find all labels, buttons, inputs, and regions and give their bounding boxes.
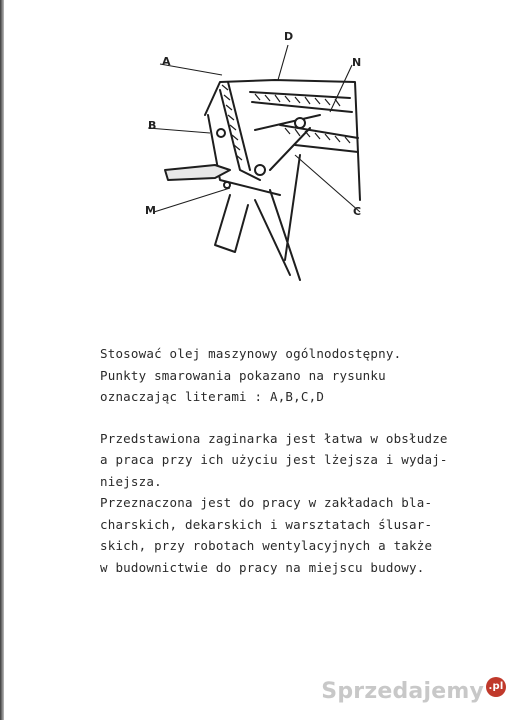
text-line: charskich, dekarskich i warsztatach ślusar-: [100, 516, 433, 532]
watermark-logo: [321, 679, 506, 704]
callout-d: D: [284, 30, 294, 43]
paragraph-description: [100, 428, 500, 579]
text-line: a praca przy ich użyciu jest lżejsza i wydaj-: [100, 452, 448, 467]
text-line: oznaczając literami : A,B,C,D: [100, 389, 325, 404]
text-line: Przedstawiona zaginarka jest łatwa w obsłudze: [100, 430, 448, 446]
text-line: Punkty smarowania pokazano na rysunku: [100, 367, 386, 383]
callout-n: N: [352, 56, 362, 69]
instructions-text: [100, 343, 500, 578]
paragraph-lubrication: [100, 343, 500, 408]
text-line: skich, przy robotach wentylacyjnych a także: [100, 538, 433, 553]
scan-edge: [0, 0, 4, 720]
watermark-brand: Sprzedajemy: [321, 679, 484, 704]
text-line: Przeznaczona jest do pracy w zakładach bla-: [100, 495, 433, 510]
text-line: niejsza.: [100, 473, 162, 489]
text-line: Stosować olej maszynowy ogólnodostępny.: [100, 346, 402, 361]
callout-m: M: [145, 204, 156, 217]
callout-c: C: [353, 205, 362, 218]
watermark-suffix: .pl: [486, 677, 506, 697]
callout-a: A: [162, 55, 171, 68]
text-line: w budownictwie do pracy na miejscu budowy.: [100, 559, 425, 575]
callout-b: B: [148, 119, 157, 132]
